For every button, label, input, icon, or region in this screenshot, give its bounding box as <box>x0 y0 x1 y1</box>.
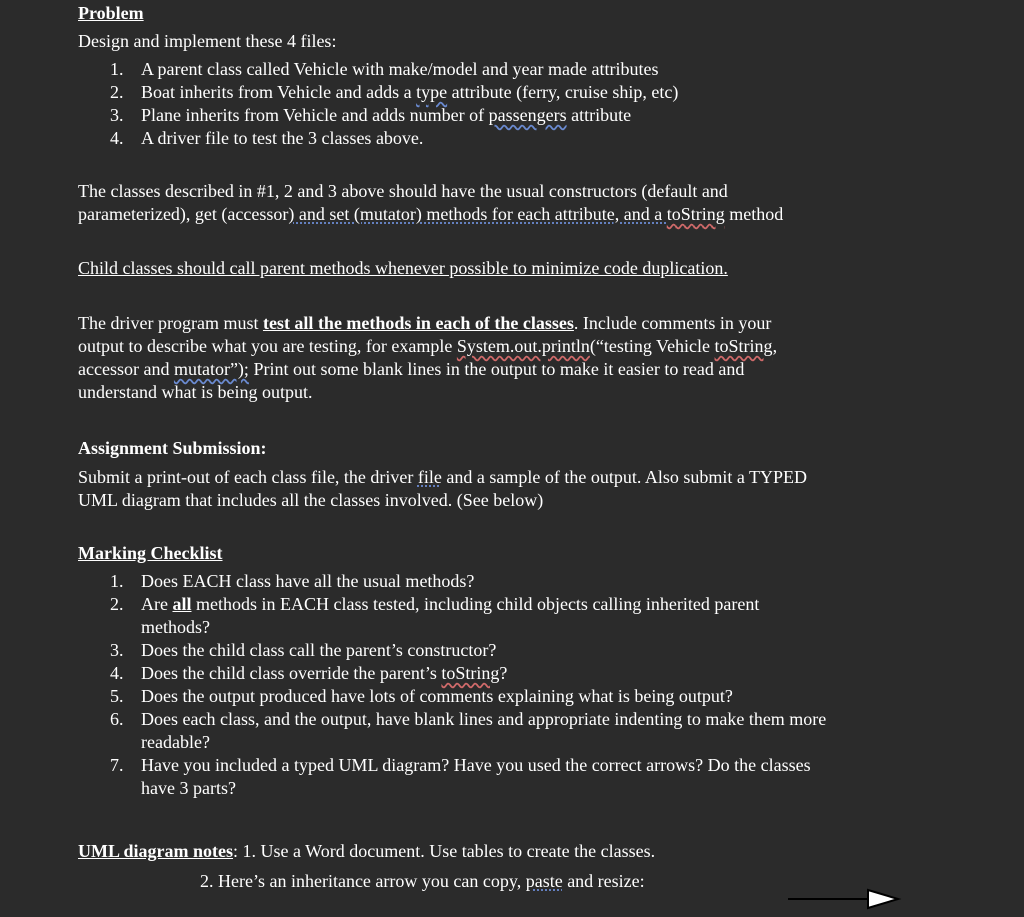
uml-notes-section <box>78 840 958 893</box>
submission-section <box>78 437 958 512</box>
problem-intro: Design and implement these 4 files: <box>78 31 337 51</box>
paragraph-line: The classes described in #1, 2 and 3 above should have the usual constructors (default and <box>78 181 728 201</box>
files-list <box>78 58 958 150</box>
list-item: 5. Does the output produced have lots of comments explaining what is being output? <box>110 686 733 706</box>
list-item: 4. Does the child class override the parent’s toString? <box>110 663 508 683</box>
list-item: 7. Have you included a typed UML diagram? Have you used the correct arrows? Do the classes have 3 parts? <box>110 755 811 798</box>
list-item: 1. Does EACH class have all the usual methods? <box>110 571 475 591</box>
list-item: 3. Plane inherits from Vehicle and adds number of passengers attribute <box>110 105 632 125</box>
paragraph-line: 2. Here’s an inheritance arrow you can copy, paste and resize: <box>200 871 645 891</box>
paragraph-line: understand what is being output. <box>78 382 313 402</box>
checklist-heading: Marking Checklist <box>78 543 223 563</box>
paragraph-line: Child classes should call parent methods whenever possible to minimize code duplication. <box>78 258 728 278</box>
checklist-section <box>78 542 958 800</box>
list-item: 2. Are all methods in EACH class tested, including child objects calling inherited parent methods? <box>110 594 760 637</box>
list-item: 6. Does each class, and the output, have blank lines and appropriate indenting to make them more readable? <box>110 709 827 752</box>
list-item: 4. A driver file to test the 3 classes above. <box>110 128 424 148</box>
classes-paragraph <box>78 180 958 226</box>
child-classes-note <box>78 257 958 280</box>
paragraph-line: parameterized), get (accessor) and set (mutator) methods for each attribute, and a toString method <box>78 204 784 224</box>
problem-section <box>78 2 958 150</box>
submission-heading: Assignment Submission: <box>78 438 267 458</box>
list-item: 2. Boat inherits from Vehicle and adds a type attribute (ferry, cruise ship, etc) <box>110 82 679 102</box>
paragraph-line: Submit a print-out of each class file, the driver file and a sample of the output. Also submit a TYPED <box>78 467 808 487</box>
list-item: 3. Does the child class call the parent’s constructor? <box>110 640 497 660</box>
problem-heading: Problem <box>78 3 144 23</box>
checklist-list <box>78 570 958 800</box>
driver-paragraph <box>78 312 958 404</box>
inheritance-arrow-icon <box>786 888 902 910</box>
uml-heading: UML diagram notes <box>78 841 233 861</box>
paragraph-line: The driver program must test all the methods in each of the classes. Include comments in your <box>78 313 772 333</box>
paragraph-line: UML diagram notes: 1. Use a Word document. Use tables to create the classes. <box>78 841 656 861</box>
paragraph-line: UML diagram that includes all the classes involved. (See below) <box>78 490 544 510</box>
list-item: 1. A parent class called Vehicle with make/model and year made attributes <box>110 59 659 79</box>
paragraph-line: output to describe what you are testing, for example System.out.println(“testing Vehicle toString, <box>78 336 778 356</box>
paragraph-line: accessor and mutator”); Print out some blank lines in the output to make it easier to read and <box>78 359 745 379</box>
